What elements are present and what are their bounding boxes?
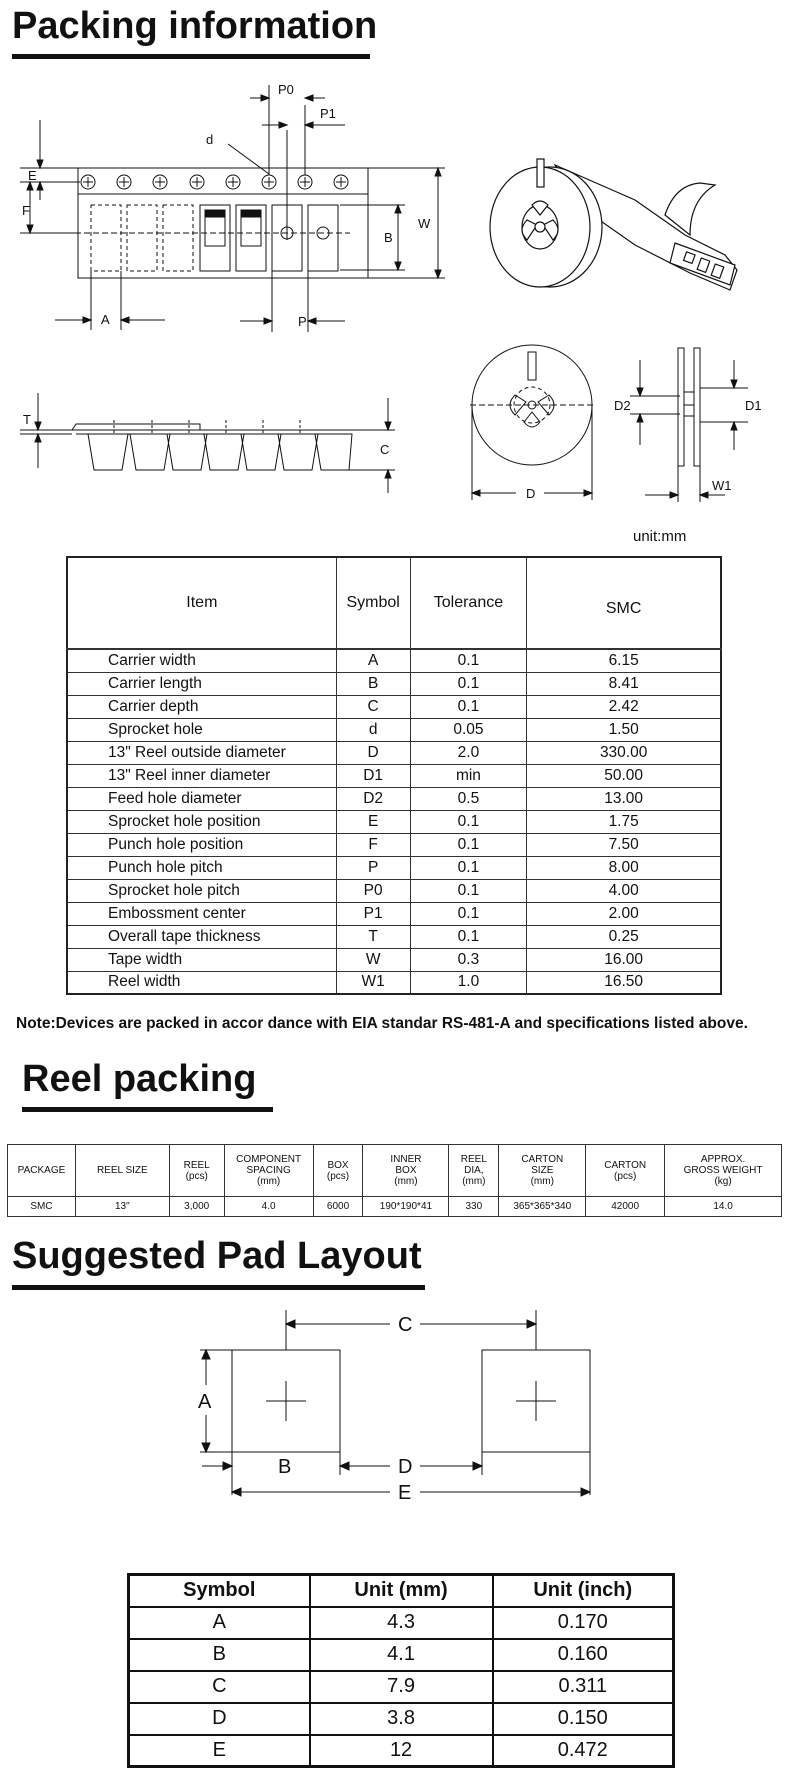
reel-front-side-diagram <box>440 330 780 525</box>
spec-symbol: F <box>336 833 410 856</box>
spec-smc-value: 50.00 <box>527 764 721 787</box>
cover-tape <box>72 424 200 430</box>
pad-table-row <box>129 1703 674 1735</box>
spec-item: Reel width <box>67 971 336 994</box>
unit-note: unit:mm <box>633 528 687 545</box>
header-symbol: Symbol <box>336 557 410 649</box>
spec-table-row <box>67 879 721 902</box>
sprocket-holes <box>81 175 348 189</box>
reel-table-row <box>8 1197 782 1217</box>
pad-mm-value: 4.1 <box>310 1639 493 1671</box>
spec-table-row <box>67 902 721 925</box>
spec-table-row <box>67 649 721 672</box>
spec-table-row <box>67 787 721 810</box>
pad-layout-title: Suggested Pad Layout <box>12 1235 422 1277</box>
label-e: E <box>28 168 37 183</box>
spec-smc-value: 13.00 <box>527 787 721 810</box>
spec-item: Carrier width <box>67 649 336 672</box>
spec-item: Punch hole pitch <box>67 856 336 879</box>
pad-table-row <box>129 1639 674 1671</box>
spec-smc-value: 8.41 <box>527 672 721 695</box>
reel-header-line: (mm) <box>256 1176 281 1187</box>
spec-item: Sprocket hole position <box>67 810 336 833</box>
reel-header-line: (mm) <box>530 1176 554 1187</box>
pad-inch-value: 0.160 <box>493 1639 674 1671</box>
pad-inch-value: 0.311 <box>493 1671 674 1703</box>
reel-packing-title: Reel packing <box>22 1058 257 1100</box>
spec-table-row <box>67 833 721 856</box>
label-w: W <box>418 216 431 231</box>
label-w1: W1 <box>712 478 732 493</box>
spec-smc-value: 7.50 <box>527 833 721 856</box>
reel-header-cell <box>224 1145 313 1197</box>
spec-symbol: C <box>336 695 410 718</box>
spec-item: 13" Reel outside diameter <box>67 741 336 764</box>
spec-smc-value: 8.00 <box>527 856 721 879</box>
label-p0: P0 <box>278 82 294 97</box>
spec-tolerance: min <box>410 764 527 787</box>
spec-item: Embossment center <box>67 902 336 925</box>
label-d-reel: D <box>526 486 536 501</box>
pad-table-header <box>129 1575 674 1607</box>
spec-item: Carrier length <box>67 672 336 695</box>
spec-smc-value: 1.75 <box>527 810 721 833</box>
spec-item: Overall tape thickness <box>67 925 336 948</box>
pad-symbol: E <box>129 1735 310 1767</box>
pad-mm-value: 3.8 <box>310 1703 493 1735</box>
reel-header-cell <box>169 1145 224 1197</box>
spec-table-row <box>67 695 721 718</box>
tape-top-view-diagram <box>0 70 470 340</box>
spec-smc-value: 6.15 <box>527 649 721 672</box>
spec-tolerance: 0.1 <box>410 833 527 856</box>
reel-header-line: GROSS WEIGHT <box>683 1165 763 1176</box>
spec-tolerance: 0.1 <box>410 856 527 879</box>
spec-symbol: A <box>336 649 410 672</box>
pad-table-row <box>129 1607 674 1639</box>
spec-table-row <box>67 948 721 971</box>
spec-table-row <box>67 741 721 764</box>
reel-side-flange-left <box>678 348 684 466</box>
packing-note: Note:Devices are packed in accor dance with EIA standar RS-481-A and specifications listed above. <box>16 1015 748 1032</box>
spec-symbol: B <box>336 672 410 695</box>
reel-header-line: BOX <box>327 1159 349 1171</box>
pad-inch-value: 0.150 <box>493 1703 674 1735</box>
spec-item: 13" Reel inner diameter <box>67 764 336 787</box>
pad-inch-value: 0.472 <box>493 1735 674 1767</box>
reel-header-cell <box>449 1145 499 1197</box>
side-pockets <box>88 434 352 470</box>
spec-tolerance: 0.1 <box>410 810 527 833</box>
carrier-pockets-dashed <box>91 205 193 271</box>
pad-layout-diagram <box>180 1300 610 1520</box>
reel-value-cell: 3,000 <box>169 1197 224 1217</box>
spec-tolerance: 0.1 <box>410 649 527 672</box>
pad-dimension-table <box>127 1573 675 1768</box>
spec-table-row <box>67 971 721 994</box>
reel-header-line: REEL SIZE <box>96 1165 148 1176</box>
pad-mm-value: 12 <box>310 1735 493 1767</box>
reel-header-line: APPROX. <box>700 1154 746 1165</box>
spec-table-row <box>67 672 721 695</box>
label-f: F <box>22 203 30 218</box>
reel-header-cell <box>499 1145 586 1197</box>
reel-header-line: INNER <box>390 1154 422 1165</box>
spec-symbol: E <box>336 810 410 833</box>
spec-smc-value: 16.50 <box>527 971 721 994</box>
pad-layout-title-rule <box>12 1285 425 1290</box>
reel-value-cell: 13" <box>75 1197 169 1217</box>
reel-header-line: (mm) <box>462 1176 486 1187</box>
spec-tolerance: 0.1 <box>410 925 527 948</box>
spec-tolerance: 0.5 <box>410 787 527 810</box>
spec-item: Feed hole diameter <box>67 787 336 810</box>
pad-mm-value: 4.3 <box>310 1607 493 1639</box>
tape-side-view-diagram <box>0 378 420 498</box>
spec-tolerance: 0.1 <box>410 672 527 695</box>
pad-label-b: B <box>278 1456 292 1478</box>
reel-header-line: BOX <box>395 1165 417 1176</box>
spec-symbol: D <box>336 741 410 764</box>
pad-header-symbol: Symbol <box>129 1575 310 1607</box>
reel-side-flange-right <box>694 348 700 466</box>
header-item: Item <box>67 557 336 649</box>
packing-title: Packing information <box>12 5 378 47</box>
pad-table-row <box>129 1735 674 1767</box>
spec-tolerance: 0.1 <box>410 879 527 902</box>
spec-tolerance: 0.3 <box>410 948 527 971</box>
reel-header-line: DIA, <box>464 1165 484 1176</box>
label-d1: D1 <box>745 398 762 413</box>
reel-header-line: (pcs) <box>614 1170 637 1182</box>
reel-value-cell: SMC <box>8 1197 76 1217</box>
pad-label-c: C <box>398 1314 413 1336</box>
pad-header-mm: Unit (mm) <box>310 1575 493 1607</box>
pad-symbol: C <box>129 1671 310 1703</box>
reel-packing-title-rule <box>22 1107 273 1112</box>
spec-symbol: P1 <box>336 902 410 925</box>
label-c: C <box>380 442 390 457</box>
spec-symbol: d <box>336 718 410 741</box>
spec-smc-value: 330.00 <box>527 741 721 764</box>
label-a: A <box>101 312 110 327</box>
spec-symbol: T <box>336 925 410 948</box>
spec-smc-value: 2.00 <box>527 902 721 925</box>
label-p1: P1 <box>320 106 336 121</box>
reel-table-header <box>8 1145 782 1197</box>
reel-value-cell: 14.0 <box>665 1197 782 1217</box>
reel-perspective-diagram <box>485 145 750 315</box>
pad-table-row <box>129 1671 674 1703</box>
spec-tolerance: 0.1 <box>410 902 527 925</box>
reel-header-cell <box>313 1145 363 1197</box>
reel-header-cell <box>363 1145 449 1197</box>
spec-symbol: P0 <box>336 879 410 902</box>
pad-symbol: A <box>129 1607 310 1639</box>
spec-symbol: W <box>336 948 410 971</box>
spec-tolerance: 2.0 <box>410 741 527 764</box>
pad-symbol: B <box>129 1639 310 1671</box>
pad-label-d: D <box>398 1456 413 1478</box>
reel-header-line: PACKAGE <box>17 1165 66 1176</box>
spec-tolerance: 0.05 <box>410 718 527 741</box>
label-d2: D2 <box>614 398 631 413</box>
spec-symbol: P <box>336 856 410 879</box>
reel-header-line: SPACING <box>246 1165 291 1176</box>
spec-symbol: D2 <box>336 787 410 810</box>
header-tolerance: Tolerance <box>410 557 527 649</box>
spec-tolerance: 0.1 <box>410 695 527 718</box>
reel-header-line: SIZE <box>531 1165 554 1176</box>
spec-table-row <box>67 764 721 787</box>
reel-header-line: COMPONENT <box>236 1154 302 1165</box>
pad-mm-value: 7.9 <box>310 1671 493 1703</box>
packing-spec-table <box>66 556 722 995</box>
reel-value-cell: 6000 <box>313 1197 363 1217</box>
spec-table-header <box>67 557 721 649</box>
packing-title-rule <box>12 54 370 59</box>
spec-table-row <box>67 856 721 879</box>
label-d: d <box>206 132 214 147</box>
pad-symbol: D <box>129 1703 310 1735</box>
pad-inch-value: 0.170 <box>493 1607 674 1639</box>
label-b: B <box>384 230 393 245</box>
spec-item: Sprocket hole <box>67 718 336 741</box>
spec-table-row <box>67 925 721 948</box>
reel-header-line: CARTON <box>521 1154 564 1165</box>
header-smc: SMC <box>527 557 721 649</box>
reel-header-line: REEL <box>460 1154 487 1165</box>
reel-header-cell <box>586 1145 665 1197</box>
spec-smc-value: 4.00 <box>527 879 721 902</box>
reel-header-line: (pcs) <box>185 1170 208 1182</box>
reel-header-cell <box>665 1145 782 1197</box>
label-p: P <box>298 314 307 329</box>
reel-header-line: CARTON <box>604 1159 647 1171</box>
reel-value-cell: 4.0 <box>224 1197 313 1217</box>
spec-smc-value: 16.00 <box>527 948 721 971</box>
spec-item: Carrier depth <box>67 695 336 718</box>
pad-header-inch: Unit (inch) <box>493 1575 674 1607</box>
reel-header-line: (mm) <box>394 1176 418 1187</box>
pad-label-e: E <box>398 1482 412 1504</box>
reel-value-cell: 365*365*340 <box>499 1197 586 1217</box>
spec-table-row <box>67 718 721 741</box>
spec-smc-value: 2.42 <box>527 695 721 718</box>
reel-header-line: REEL <box>183 1159 210 1171</box>
spec-item: Sprocket hole pitch <box>67 879 336 902</box>
spec-table-row <box>67 810 721 833</box>
reel-header-line: (pcs) <box>326 1170 350 1182</box>
reel-packing-table <box>7 1144 782 1217</box>
spec-tolerance: 1.0 <box>410 971 527 994</box>
reel-header-cell <box>8 1145 76 1197</box>
spec-item: Tape width <box>67 948 336 971</box>
label-t: T <box>23 412 31 427</box>
reel-header-line: (kg) <box>714 1176 732 1187</box>
reel-header-cell <box>75 1145 169 1197</box>
spec-symbol: D1 <box>336 764 410 787</box>
spec-smc-value: 1.50 <box>527 718 721 741</box>
reel-value-cell: 190*190*41 <box>363 1197 449 1217</box>
spec-smc-value: 0.25 <box>527 925 721 948</box>
reel-value-cell: 330 <box>449 1197 499 1217</box>
pad-label-a: A <box>198 1391 212 1413</box>
spec-item: Punch hole position <box>67 833 336 856</box>
spec-symbol: W1 <box>336 971 410 994</box>
reel-value-cell: 42000 <box>586 1197 665 1217</box>
